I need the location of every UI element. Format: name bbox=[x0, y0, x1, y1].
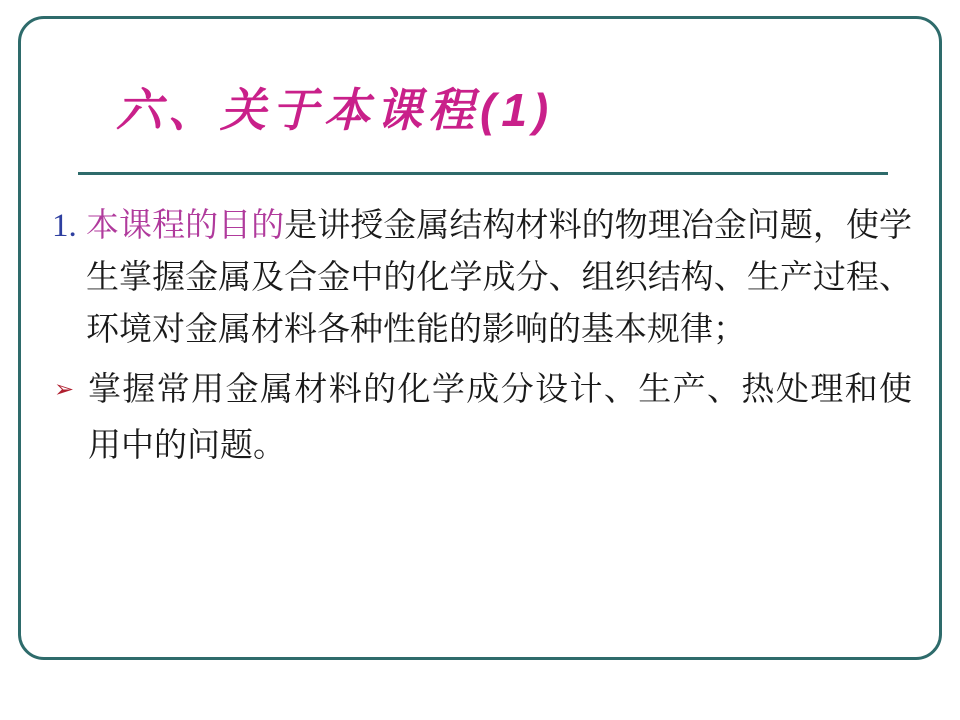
list-item bbox=[52, 200, 912, 356]
list-item-body: 掌握常用金属材料的化学成分设计、生产、热处理和使用中的问题。 bbox=[88, 372, 912, 464]
list-item-text bbox=[86, 200, 912, 356]
list-marker-number: 1. bbox=[52, 208, 77, 244]
title-divider bbox=[78, 172, 888, 175]
title-block bbox=[60, 60, 880, 160]
slide-content bbox=[52, 200, 912, 480]
list-item bbox=[52, 362, 912, 474]
list-item-body: 是讲授金属结构材料的物理冶金问题，使学生掌握金属及合金中的化学成分、组织结构、生产过程、环境对金属材料各种性能的影响的基本规律； bbox=[86, 208, 913, 348]
arrow-bullet-icon: ➢ bbox=[54, 377, 75, 403]
list-item-highlight: 本课程的目的 bbox=[86, 208, 285, 244]
page-title: 六、关于本课程(1) bbox=[116, 84, 555, 136]
list-item-text bbox=[88, 362, 912, 474]
